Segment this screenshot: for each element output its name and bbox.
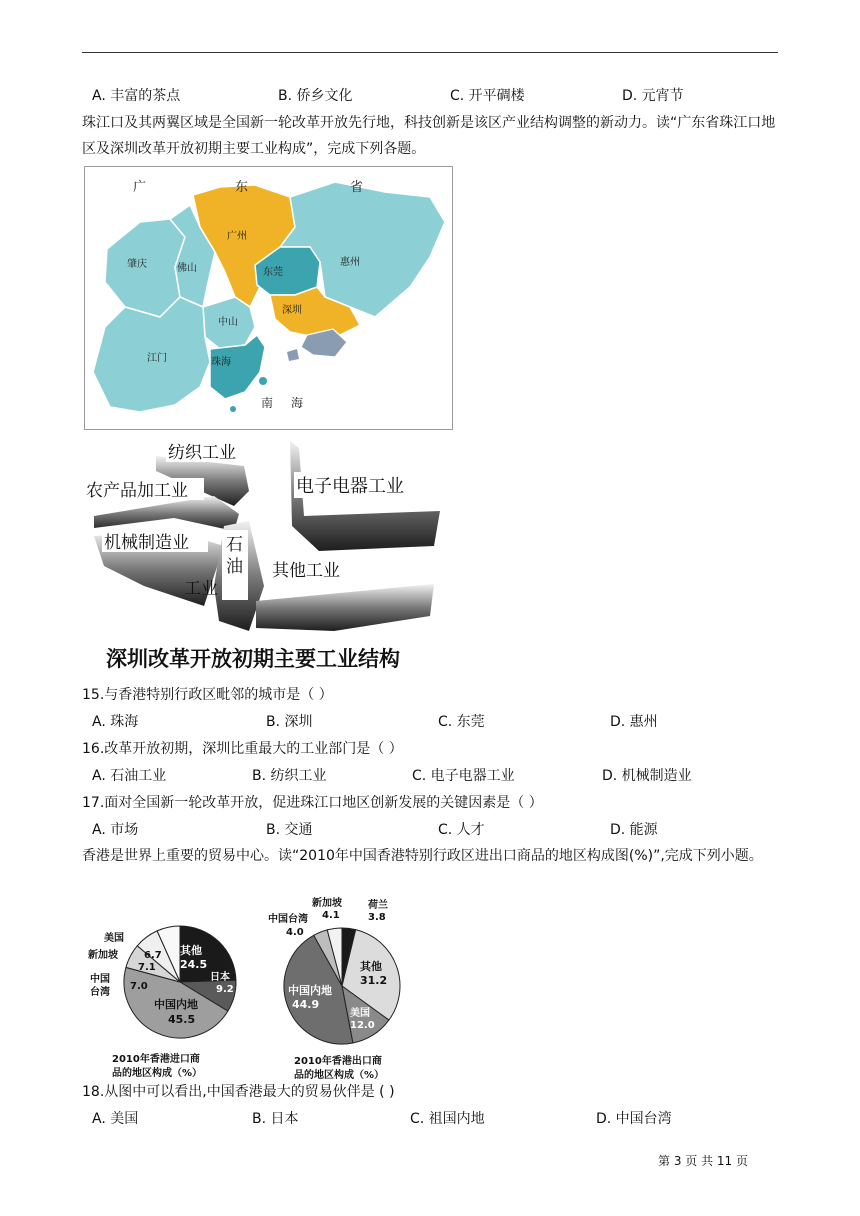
export-value-taiwan: 4.0 <box>286 927 304 938</box>
q16-option-b: B. 纺织工业 <box>252 768 327 784</box>
label-petro-3: 工业 <box>184 579 218 599</box>
q15-option-b: B. 深圳 <box>266 714 313 730</box>
province-char-2: 东 <box>235 180 249 195</box>
slice-other <box>256 584 434 631</box>
city-label-zhaoqing: 肇庆 <box>127 259 147 270</box>
import-label-taiwan-2: 台湾 <box>90 987 110 998</box>
import-label-taiwan-1: 中国 <box>90 974 110 985</box>
q15-option-d: D. 惠州 <box>610 714 658 730</box>
q17-stem: 17.面对全国新一轮改革开放，促进珠江口地区创新发展的关键因素是（ ） <box>82 795 543 811</box>
q17-option-b: B. 交通 <box>266 822 313 838</box>
sea-char-1: 南 <box>261 396 274 410</box>
import-value-mainland: 45.5 <box>168 1013 196 1026</box>
label-other: 其他工业 <box>272 561 340 581</box>
export-value-netherlands: 3.8 <box>368 912 386 923</box>
q18-option-d: D. 中国台湾 <box>596 1111 672 1127</box>
city-label-zhongshan: 中山 <box>218 317 238 328</box>
export-label-other: 其他 <box>360 960 382 973</box>
city-label-guangzhou: 广州 <box>227 231 247 242</box>
export-caption-line-1: 2010年香港出口商 <box>294 1056 382 1067</box>
import-value-singapore: 7.1 <box>138 962 156 973</box>
prev-option-b: B. 侨乡文化 <box>278 88 353 104</box>
q17-option-a: A. 市场 <box>92 822 139 838</box>
prev-option-a: A. 丰富的茶点 <box>92 88 181 104</box>
label-textile: 纺织工业 <box>168 443 236 463</box>
export-caption-line-2: 品的地区构成（%） <box>294 1070 385 1081</box>
q18-stem: 18.从图中可以看出,中国香港最大的贸易伙伴是 ( ) <box>82 1084 395 1100</box>
hk-export-pie-chart <box>262 892 432 1082</box>
q17-option-d: D. 能源 <box>610 822 658 838</box>
import-label-usa: 美国 <box>104 933 124 944</box>
export-label-usa: 美国 <box>350 1008 370 1019</box>
city-label-foshan: 佛山 <box>177 263 197 274</box>
pearl-river-map <box>84 166 453 430</box>
sea-char-2: 海 <box>291 396 304 410</box>
q15-option-a: A. 珠海 <box>92 714 139 730</box>
import-label-japan: 日本 <box>210 972 230 983</box>
import-caption-line-2: 品的地区构成（%） <box>112 1068 203 1079</box>
industry-structure-chart <box>84 436 454 676</box>
import-label-mainland: 中国内地 <box>154 998 198 1011</box>
label-agri: 农产品加工业 <box>86 481 188 501</box>
q18-option-c: C. 祖国内地 <box>410 1111 485 1127</box>
label-petro-2: 油 <box>226 557 243 577</box>
export-value-mainland: 44.9 <box>292 998 320 1011</box>
import-caption-line-1: 2010年香港进口商 <box>112 1054 200 1065</box>
city-label-shenzhen: 深圳 <box>282 305 302 316</box>
map-svg <box>85 167 452 429</box>
export-label-mainland: 中国内地 <box>288 984 332 997</box>
hk-import-pie-chart <box>84 896 254 1082</box>
city-label-dongguan: 东莞 <box>263 267 283 278</box>
prev-option-d: D. 元宵节 <box>622 88 684 104</box>
q16-option-a: A. 石油工业 <box>92 768 167 784</box>
label-machinery: 机械制造业 <box>104 533 189 553</box>
import-label-singapore: 新加坡 <box>88 950 118 961</box>
label-petro-1: 石 <box>226 535 243 555</box>
export-label-netherlands: 荷兰 <box>368 900 388 911</box>
prev-option-c: C. 开平碉楼 <box>450 88 525 104</box>
q18-option-b: B. 日本 <box>252 1111 299 1127</box>
industry-chart-title: 深圳改革开放初期主要工业结构 <box>106 647 400 671</box>
export-label-taiwan: 中国台湾 <box>268 914 308 925</box>
intro-paragraph-2: 香港是世界上重要的贸易中心。读“2010年中国香港特别行政区进出口商品的地区构成图(%)”,完成下列小题。 <box>82 848 763 864</box>
import-value-japan: 9.2 <box>216 984 234 995</box>
export-value-singapore: 4.1 <box>322 910 340 921</box>
city-label-zhuhai: 珠海 <box>211 357 231 368</box>
export-label-singapore: 新加坡 <box>312 898 342 909</box>
header-rule <box>82 52 778 53</box>
slice-agri <box>94 496 239 531</box>
page-footer: 第 3 页 共 11 页 <box>658 1154 748 1168</box>
province-char-3: 省 <box>350 180 364 195</box>
q15-option-c: C. 东莞 <box>438 714 485 730</box>
import-value-taiwan: 7.0 <box>130 981 148 992</box>
intro-paragraph-1: 珠江口及其两翼区域是全国新一轮改革开放先行地，科技创新是该区产业结构调整的新动力。读“广东省珠江口地区及深圳改革开放初期主要工业构成”，完成下列各题。 <box>82 115 776 157</box>
import-label-other: 其他 <box>180 944 202 957</box>
q15-stem: 15.与香港特别行政区毗邻的城市是（ ） <box>82 687 333 703</box>
province-char-1: 广 <box>133 180 147 195</box>
q16-stem: 16.改革开放初期，深圳比重最大的工业部门是（ ） <box>82 741 403 757</box>
import-value-other: 24.5 <box>180 958 208 971</box>
label-electronics: 电子电器工业 <box>296 476 404 497</box>
export-value-other: 31.2 <box>360 974 388 987</box>
q16-option-d: D. 机械制造业 <box>602 768 692 784</box>
q18-option-a: A. 美国 <box>92 1111 139 1127</box>
import-value-usa: 6.7 <box>144 950 162 961</box>
q17-option-c: C. 人才 <box>438 822 485 838</box>
city-label-huizhou: 惠州 <box>340 257 360 268</box>
q16-option-c: C. 电子电器工业 <box>412 768 515 784</box>
city-label-jiangmen: 江门 <box>147 353 167 364</box>
export-value-usa: 12.0 <box>350 1020 375 1031</box>
